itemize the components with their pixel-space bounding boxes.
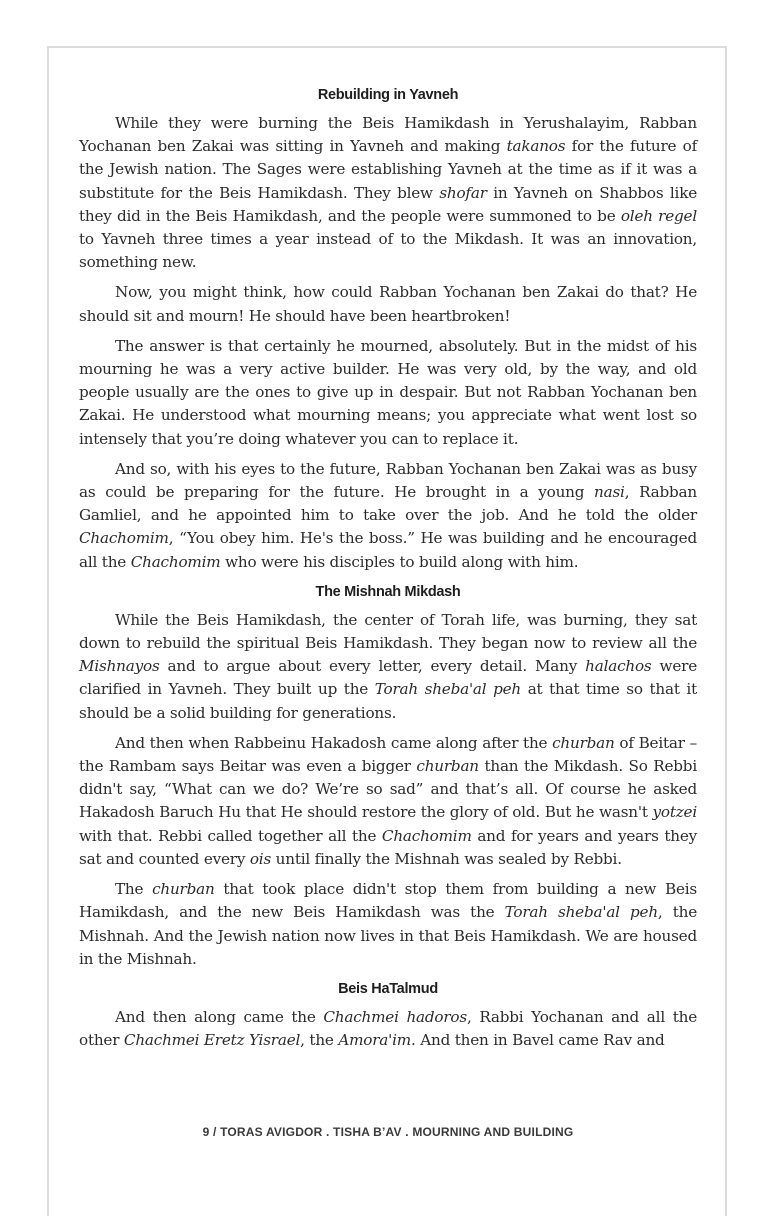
text-run: While the Beis Hamikdash, the center of Torah life, was burning, they sat down to rebuild the spiritual Beis Hamikdash. They began now to review all the xyxy=(79,610,697,653)
section-heading: Beis HaTalmud xyxy=(338,980,438,997)
text-run: , the Mishnah. And the Jewish nation now lives in that Beis Hamikdash. We are housed in the Mishnah. xyxy=(79,903,698,968)
italic-term: churban xyxy=(416,757,479,776)
section xyxy=(79,978,697,1052)
paragraph xyxy=(79,112,697,274)
italic-term: Chachomim xyxy=(381,826,472,845)
text-run: , the xyxy=(300,1031,339,1050)
italic-term: Amora'im xyxy=(338,1031,411,1050)
page-content xyxy=(79,84,697,1059)
italic-term: churban xyxy=(552,733,615,752)
italic-term: Chachomim xyxy=(130,552,221,571)
section xyxy=(79,581,697,971)
text-run: in Yavneh on Shabbos like they did in the Beis Hamikdash, and the people were summoned to be xyxy=(79,183,697,225)
paragraph xyxy=(79,878,697,971)
italic-term: Torah sheba'al peh xyxy=(374,680,522,699)
text-run: with that. Rebbi called together all the xyxy=(79,826,382,845)
text-run: The xyxy=(115,880,153,899)
paragraph xyxy=(79,609,697,725)
text-run: , “You obey him. He's the boss.” He was building and he encouraged all the xyxy=(79,529,697,571)
italic-term: shofar xyxy=(439,183,487,202)
italic-term: halachos xyxy=(585,657,652,676)
text-run: While they were burning the Beis Hamikdash in Yerushalayim, Rabban Yochanan ben Zakai was sitting in Yavneh and making xyxy=(79,114,697,156)
text-run: And then along came the xyxy=(115,1007,324,1026)
italic-term: churban xyxy=(152,880,215,899)
italic-term: Chachmei Eretz Yisrael xyxy=(123,1031,301,1050)
italic-term: nasi xyxy=(594,483,625,502)
text-run: for the future of the Jewish nation. The Sages were establishing Yavneh at the time as if it was a substitute for the Beis Hamikdash. They blew xyxy=(79,137,697,202)
paragraph xyxy=(79,281,697,327)
section xyxy=(79,84,697,574)
section-heading: Rebuilding in Yavneh xyxy=(317,87,459,103)
text-run: Now, you might think, how could Rabban Yochanan ben Zakai do that? He should sit and mourn! He should have been heartbroken! xyxy=(79,283,697,325)
text-run: were clarified in Yavneh. They built up the xyxy=(79,657,697,699)
italic-term: Mishnayos xyxy=(79,657,160,676)
text-run: and for years and years they sat and counted every xyxy=(79,826,697,868)
text-run: at that time so that it should be a solid building for generations. xyxy=(79,680,697,722)
italic-term: Chachmei hadoros xyxy=(323,1007,467,1026)
text-run: who were his disciples to build along with him. xyxy=(220,552,579,571)
page-footer: 9 / TORAS AVIGDOR . TISHA B’AV . MOURNING AND BUILDING xyxy=(202,1125,574,1139)
paragraph xyxy=(79,335,697,451)
italic-term: takanos xyxy=(506,137,566,156)
paragraph xyxy=(79,1006,697,1052)
text-run: . And then in Bavel came Rav and xyxy=(411,1031,665,1050)
italic-term: Chachomim xyxy=(79,529,169,548)
text-run: until finally the Mishnah was sealed by Rebbi. xyxy=(271,849,622,868)
text-run: that took place didn't stop them from building a new Beis Hamikdash, and the new Beis Hamikdash was the xyxy=(79,880,697,922)
text-run: , Rabbi Yochanan and all the other xyxy=(79,1007,697,1050)
text-run: And then when Rabbeinu Hakadosh came along after the xyxy=(115,733,553,752)
italic-term: ois xyxy=(249,849,272,868)
italic-term: Torah sheba'al peh xyxy=(504,903,658,922)
text-run: than the Mikdash. So Rebbi didn't say, “What can we do? We’re so sad” and that’s all. Of course he asked Hakadosh Baruch Hu that He should restore the glory of old. But he wasn't xyxy=(79,757,697,822)
italic-term: yotzei xyxy=(652,803,697,822)
section-heading: The Mishnah Mikdash xyxy=(315,583,461,600)
paragraph xyxy=(79,732,697,871)
text-run: The answer is that certainly he mourned, absolutely. But in the midst of his mourning he was a very active builder. He was very old, by the way, and old people usually are the ones to give up in despair. But not Rabban Yochanan ben Zakai. He understood what mourning means; you appreciate what went lost so intensely that you’re doing whatever you can to replace it. xyxy=(79,336,697,448)
italic-term: oleh regel xyxy=(620,206,697,225)
text-run: And so, with his eyes to the future, Rabban Yochanan ben Zakai was as busy as could be preparing for the future. He brought in a young xyxy=(79,459,697,502)
text-run: to Yavneh three times a year instead of to the Mikdash. It was an innovation, something new. xyxy=(79,230,697,272)
text-run: of Beitar – the Rambam says Beitar was even a bigger xyxy=(79,733,697,776)
text-run: and to argue about every letter, every detail. Many xyxy=(159,657,586,676)
paragraph xyxy=(79,458,697,574)
text-run: , Rabban Gamliel, and he appointed him to take over the job. And he told the older xyxy=(79,483,697,525)
